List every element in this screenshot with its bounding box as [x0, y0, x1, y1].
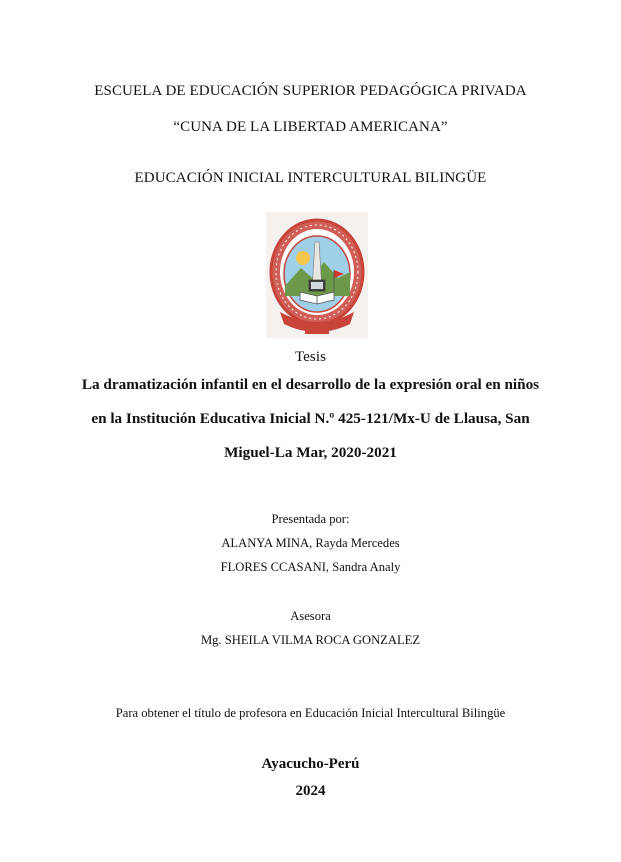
institution-name: ESCUELA DE EDUCACIÓN SUPERIOR PEDAGÓGICA PRIVADA [94, 83, 527, 99]
advisor-label: Asesora [290, 609, 331, 623]
thesis-title-line-1: La dramatización infantil en el desarrollo de la expresión oral en niños [81, 376, 540, 393]
authors-label: Presentada por: [271, 512, 350, 526]
advisor-name: Mg. SHEILA VILMA ROCA GONZALEZ [200, 633, 421, 647]
thesis-title-line-3: Miguel-La Mar, 2020-2021 [224, 444, 397, 461]
author-name-1: ALANYA MINA, Rayda Mercedes [221, 536, 400, 550]
document-type-label: Tesis [294, 349, 327, 365]
program-name: EDUCACIÓN INICIAL INTERCULTURAL BILINGÜE [134, 170, 487, 186]
degree-purpose: Para obtener el título de profesora en Educación Inicial Intercultural Bilingüe [115, 706, 506, 720]
author-name-2: FLORES CCASANI, Sandra Analy [220, 560, 401, 574]
institution-seal-logo [266, 212, 368, 338]
institution-motto: “CUNA DE LA LIBERTAD AMERICANA” [173, 119, 448, 135]
thesis-title-line-2: en la Institución Educativa Inicial N.º 425-121/Mx-U de Llausa, San [91, 410, 530, 427]
year: 2024 [295, 783, 326, 799]
place: Ayacucho-Perú [261, 756, 360, 772]
